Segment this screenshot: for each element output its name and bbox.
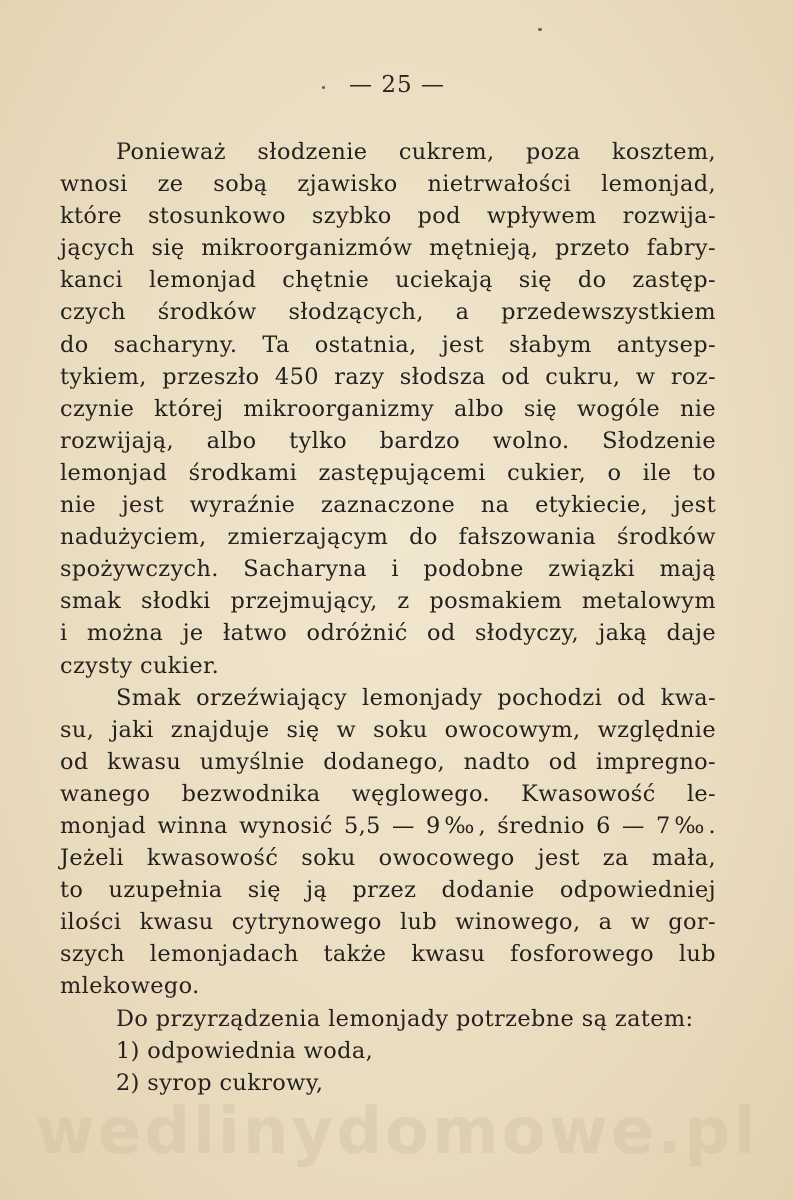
text-line: Smak orzeźwiający lemonjady pochodzi od kwa- [116, 684, 716, 711]
text-line: rozwijają, albo tylko bardzo wolno. Słodzenie [60, 427, 716, 454]
text-line: wnosi ze sobą zjawisko nietrwałości lemonjad, [60, 171, 716, 198]
text-line: szych lemonjadach także kwasu fosforowego lub [60, 941, 716, 968]
text-line: nie jest wyraźnie zaznaczone na etykiecie, jest [60, 492, 716, 519]
text-line: czynie której mikroorganizmy albo się wogóle nie [60, 395, 716, 422]
text-line: Jeżeli kwasowość soku owocowego jest za mała, [60, 845, 716, 872]
body-text [60, 136, 716, 1099]
text-line: czych środków słodzących, a przedewszystkiem [60, 299, 716, 326]
text-line: smak słodki przejmujący, z posmakiem metalowym [60, 588, 716, 615]
text-line: czysty cukier. [60, 652, 220, 679]
text-line: Do przyrządzenia lemonjady potrzebne są zatem: [116, 1005, 694, 1032]
text-line: od kwasu umyślnie dodanego, nadto od impregno- [60, 748, 716, 775]
text-line: su, jaki znajduje się w soku owocowym, względnie [60, 716, 716, 743]
text-line: mlekowego. [60, 973, 200, 1000]
text-line: które stosunkowo szybko pod wpływem rozwija- [60, 203, 716, 230]
text-line: tykiem, przeszło 450 razy słodsza od cukru, w roz- [60, 363, 716, 390]
text-line: kanci lemonjad chętnie uciekają się do zastęp- [60, 267, 716, 294]
paragraph-sweeteners [60, 136, 716, 682]
list-item: 1) odpowiednia woda, [116, 1037, 374, 1064]
text-line: jących się mikroorganizmów mętnieją, przeto fabry- [60, 235, 716, 262]
paper-speck [538, 28, 542, 31]
text-line: lemonjad środkami zastępującemi cukier, o ile to [60, 459, 716, 486]
text-line: nadużyciem, zmierzającym do fałszowania środków [60, 524, 716, 551]
watermark: wedlinydomowe.pl [35, 1095, 759, 1169]
text-line: i można je łatwo odróżnić od słodyczy, jaką daje [60, 620, 716, 647]
page-number: — 25 — [349, 72, 445, 98]
text-line: monjad winna wynosić 5,5 — 9‰, średnio 6 — 7‰. [60, 812, 716, 839]
list-item: 2) syrop cukrowy, [116, 1069, 324, 1096]
text-line: do sacharyny. Ta ostatnia, jest słabym antysep- [60, 331, 716, 358]
text-line: to uzupełnia się ją przez dodanie odpowiedniej [60, 877, 716, 904]
paragraph-requirements-intro [60, 1003, 716, 1035]
text-line: ilości kwasu cytrynowego lub winowego, a w gor- [60, 909, 716, 936]
text-line: wanego bezwodnika węglowego. Kwasowość le- [60, 780, 716, 807]
paragraph-acidity [60, 682, 716, 1003]
text-line: Ponieważ słodzenie cukrem, poza kosztem, [116, 139, 716, 165]
text-line: spożywczych. Sacharyna i podobne związki mają [60, 556, 716, 583]
paper-speck [322, 86, 325, 89]
